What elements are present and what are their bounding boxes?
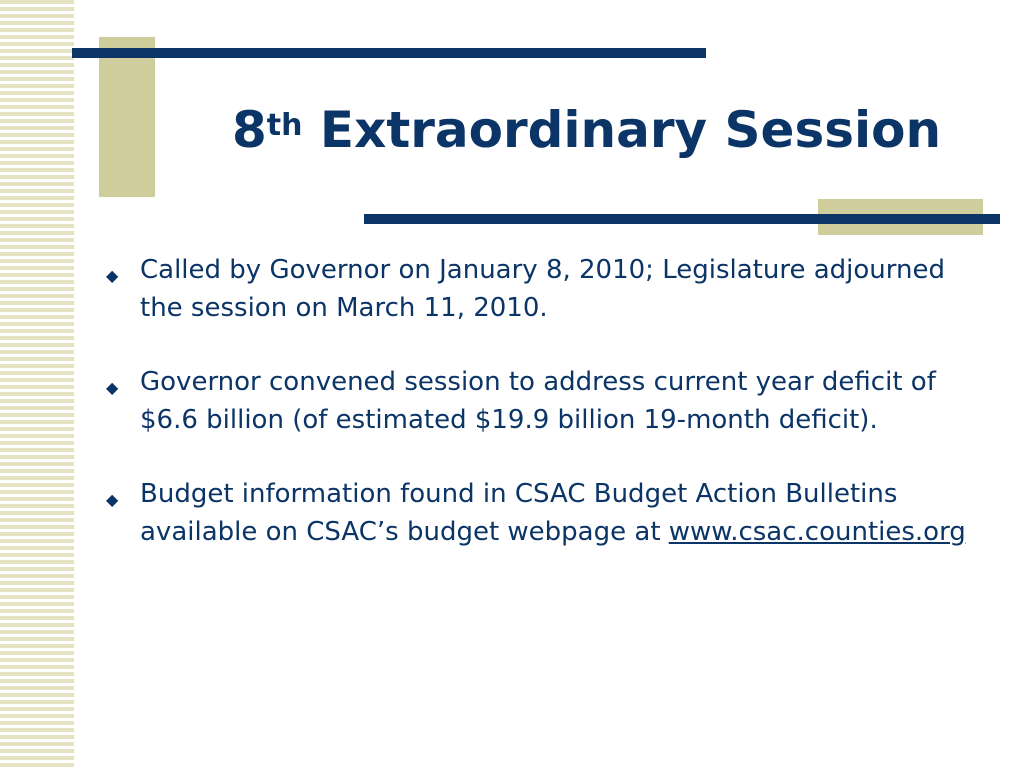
csac-website-link[interactable]: www.csac.counties.org [668,516,966,547]
diamond-bullet-icon: ◆ [106,266,119,285]
bullet-text: Governor convened session to address current year deficit of $6.6 billion (of estimated $19.9 billion 19-month deficit). [140,367,936,435]
top-rule-line [72,48,706,58]
title-superscript: th [266,108,303,143]
slide-title [232,92,941,168]
bullet-text: Budget information found in CSAC Budget Action Bulletins available on CSAC’s budget webpage at [140,479,898,547]
bullet-item [104,364,984,439]
left-stripe-decoration [0,0,74,768]
bullet-item [104,476,984,551]
title-text: Extraordinary Session [302,101,942,159]
bottom-rule-line [364,214,1000,224]
title-number: 8 [232,101,267,159]
tan-block-decoration-left [99,37,155,197]
bullet-item [104,252,984,327]
diamond-bullet-icon: ◆ [106,378,119,397]
bullet-list [104,252,984,588]
diamond-bullet-icon: ◆ [106,490,119,509]
bullet-text: Called by Governor on January 8, 2010; Legislature adjourned the session on March 11, 2010. [140,255,945,323]
